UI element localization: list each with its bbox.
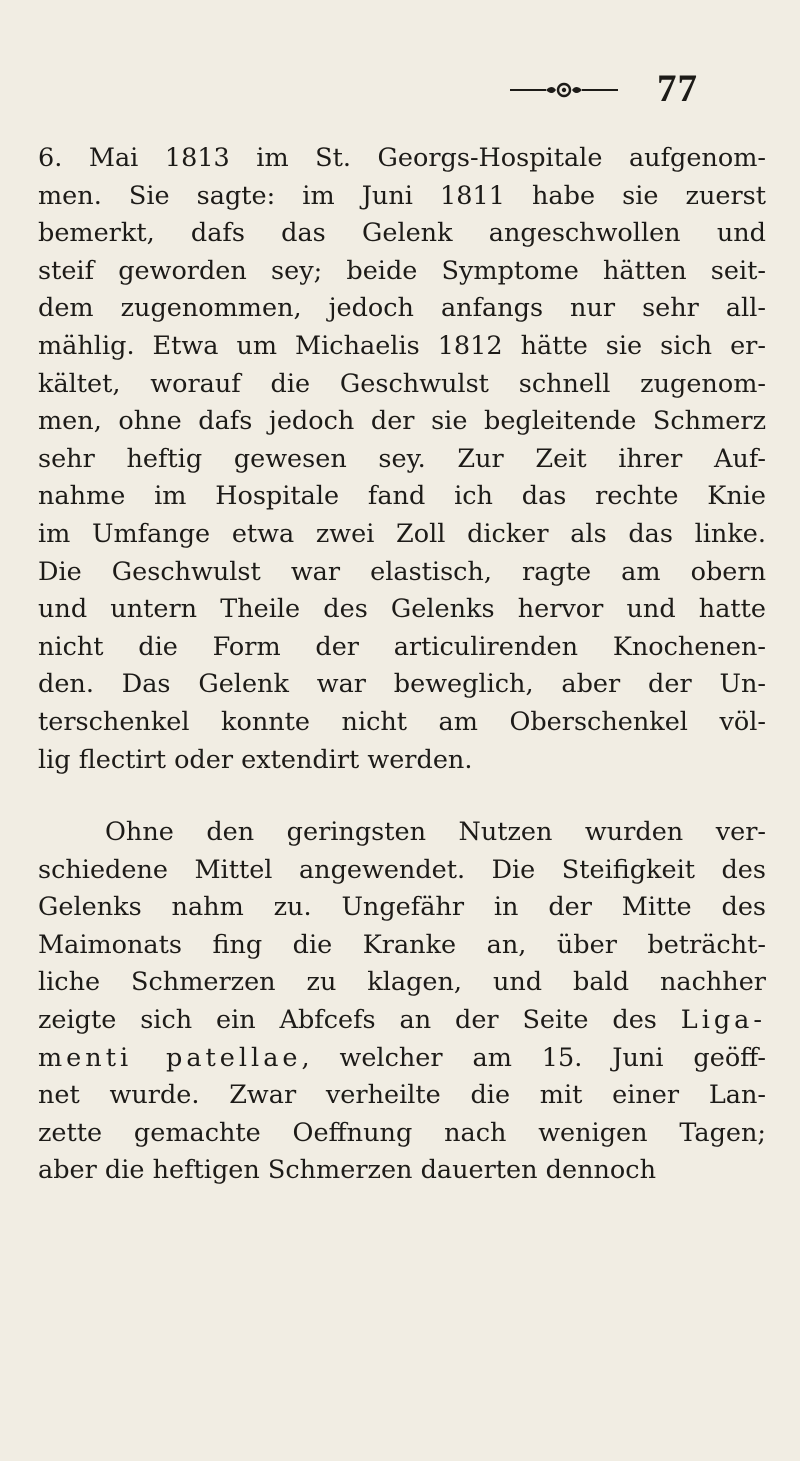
text-line: 6. Mai 1813 im St. Georgs-Hospitale aufgenom- [38, 143, 766, 173]
text-line: schiedene Mittel angewendet. Die Steifigkeit des [38, 854, 766, 885]
paragraph-2 [38, 814, 766, 1190]
text-line: Gelenks nahm zu. Ungefähr in der Mitte des [38, 892, 766, 923]
text-line: Die Geschwulst war elastisch, ragte am obern [38, 556, 766, 587]
text-line: den. Das Gelenk war beweglich, aber der Un- [38, 669, 766, 700]
text-line: Ohne den geringsten Nutzen wurden ver- [105, 817, 766, 848]
paragraph-1 [38, 140, 766, 779]
text-line: liche Schmerzen zu klagen, und bald nachher [38, 967, 766, 998]
text-line: Maimonats fing die Kranke an, über beträcht- [38, 929, 766, 960]
text-line: und untern Theile des Gelenks hervor und hatte [38, 594, 766, 625]
text-line: net wurde. Zwar verheilte die mit einer Lan- [38, 1080, 766, 1111]
text-line: steif geworden sey; beide Symptome hätten seit- [38, 255, 766, 286]
text-line: terschenkel konnte nicht am Oberschenkel völ- [38, 706, 766, 737]
body-text [38, 140, 766, 1190]
text-line: aber die heftigen Schmerzen dauerten dennoch [38, 1155, 656, 1186]
text-line: nahme im Hospitale fand ich das rechte Knie [38, 481, 766, 512]
decorative-rule-ornament-icon [508, 80, 620, 100]
text-line: kältet, worauf die Geschwulst schnell zugenom- [38, 368, 766, 399]
text-segment: zeigte sich ein Abfcefs an der Seite des [38, 1005, 657, 1036]
text-line: men, ohne dafs jedoch der sie begleitende Schmerz [38, 406, 766, 437]
spaced-phrase: menti patellae [38, 1042, 302, 1073]
text-line: bemerkt, dafs das Gelenk angeschwollen und [38, 218, 766, 249]
text-line: nicht die Form der articulirenden Knochenen- [38, 631, 766, 662]
text-line: lig flectirt oder extendirt werden. [38, 744, 473, 775]
text-line: men. Sie sagte: im Juni 1811 habe sie zuerst [38, 180, 766, 211]
text-line: zette gemachte Oeffnung nach wenigen Tagen; [38, 1117, 766, 1148]
paragraph-gap [38, 779, 766, 814]
text-line: mählig. Etwa um Michaelis 1812 hätte sie sich er- [38, 330, 766, 361]
text-line: sehr heftig gewesen sey. Zur Zeit ihrer Auf- [38, 443, 766, 474]
text-line: dem zugenommen, jedoch anfangs nur sehr all- [38, 293, 766, 324]
spaced-word: Liga- [680, 1005, 766, 1036]
text-line-with-spaced-word [38, 1002, 766, 1040]
page-header [508, 70, 620, 110]
text-line: menti patellae, welcher am 15. Juni geöff- [38, 1042, 766, 1073]
page-number: 77 [657, 67, 698, 110]
text-line: im Umfange etwa zwei Zoll dicker als das linke. [38, 518, 766, 549]
